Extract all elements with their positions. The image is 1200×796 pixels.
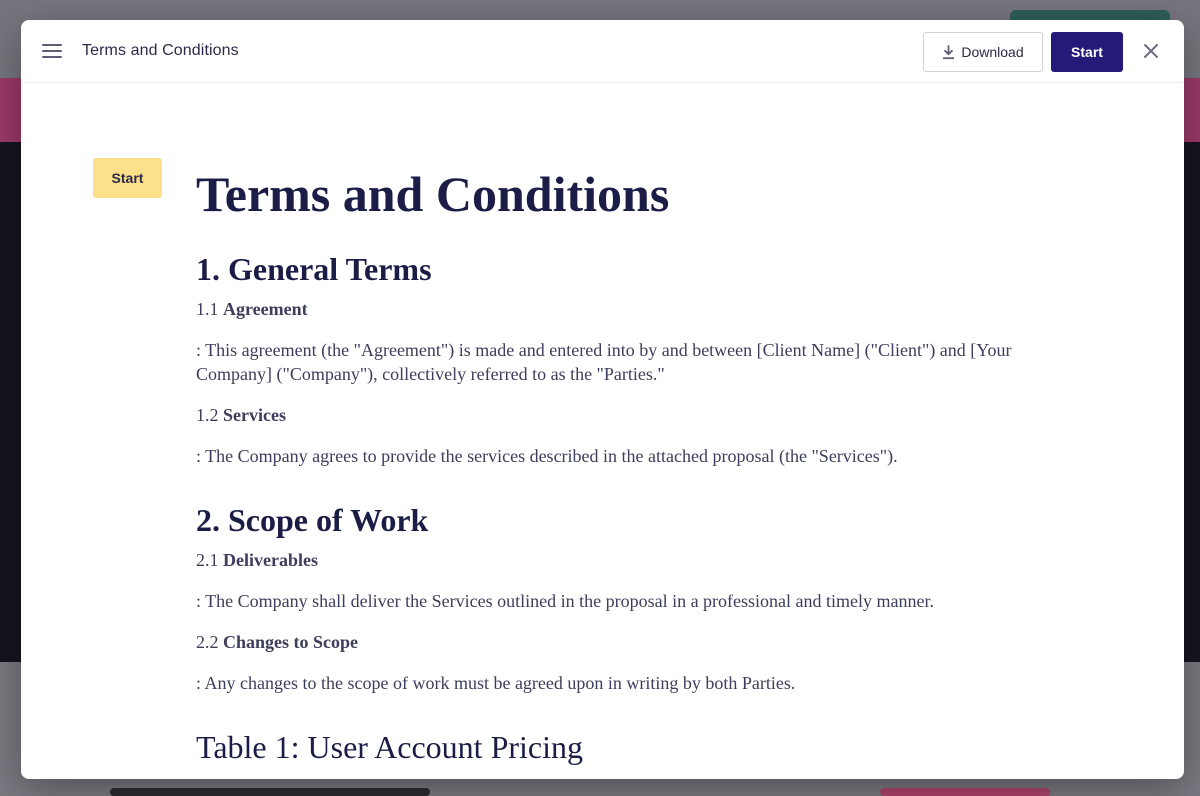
section-scope-of-work bbox=[196, 501, 1016, 695]
section-heading: 2. Scope of Work bbox=[196, 502, 429, 538]
background-dark-element bbox=[110, 788, 430, 796]
download-button[interactable] bbox=[923, 32, 1043, 72]
clause-heading bbox=[196, 297, 1016, 321]
clause-text: : This agreement (the "Agreement") is made and entered into by and between [Client Name] ("Client") and [Your Company] ("Company"), collectively referred to as the "Parties." bbox=[196, 340, 1012, 384]
modal-header bbox=[21, 20, 1184, 83]
clause-text: : The Company agrees to provide the services described in the attached proposal (the "Services"). bbox=[196, 446, 898, 466]
clause-title: Changes to Scope bbox=[223, 632, 359, 652]
clause-title: Services bbox=[223, 405, 286, 425]
download-label: Download bbox=[961, 44, 1024, 60]
clause-title: Agreement bbox=[223, 299, 308, 319]
modal-title: Terms and Conditions bbox=[82, 42, 239, 59]
close-icon[interactable] bbox=[1142, 42, 1160, 60]
document-title: Terms and Conditions bbox=[196, 166, 670, 222]
modal-body[interactable] bbox=[21, 84, 1184, 779]
section-general-terms bbox=[196, 250, 1016, 468]
background-pink-element bbox=[880, 788, 1050, 796]
clause-text: : The Company shall deliver the Services outlined in the proposal in a professional and timely manner. bbox=[196, 591, 934, 611]
clause-number: 1.1 bbox=[196, 299, 219, 319]
clause-heading bbox=[196, 630, 1016, 654]
download-icon bbox=[942, 45, 955, 60]
start-tag[interactable]: Start bbox=[93, 158, 162, 198]
clause-number: 1.2 bbox=[196, 405, 219, 425]
clause-heading bbox=[196, 403, 1016, 427]
clause-text: : Any changes to the scope of work must be agreed upon in writing by both Parties. bbox=[196, 673, 796, 693]
clause-title: Deliverables bbox=[223, 550, 318, 570]
document-content bbox=[196, 164, 1016, 775]
table-title: Table 1: User Account Pricing bbox=[196, 729, 583, 765]
clause-number: 2.1 bbox=[196, 550, 219, 570]
clause-number: 2.2 bbox=[196, 632, 219, 652]
section-heading: 1. General Terms bbox=[196, 251, 432, 287]
menu-icon[interactable] bbox=[42, 43, 64, 59]
clause-heading bbox=[196, 548, 1016, 572]
document-modal bbox=[21, 20, 1184, 779]
start-button[interactable]: Start bbox=[1051, 32, 1123, 72]
